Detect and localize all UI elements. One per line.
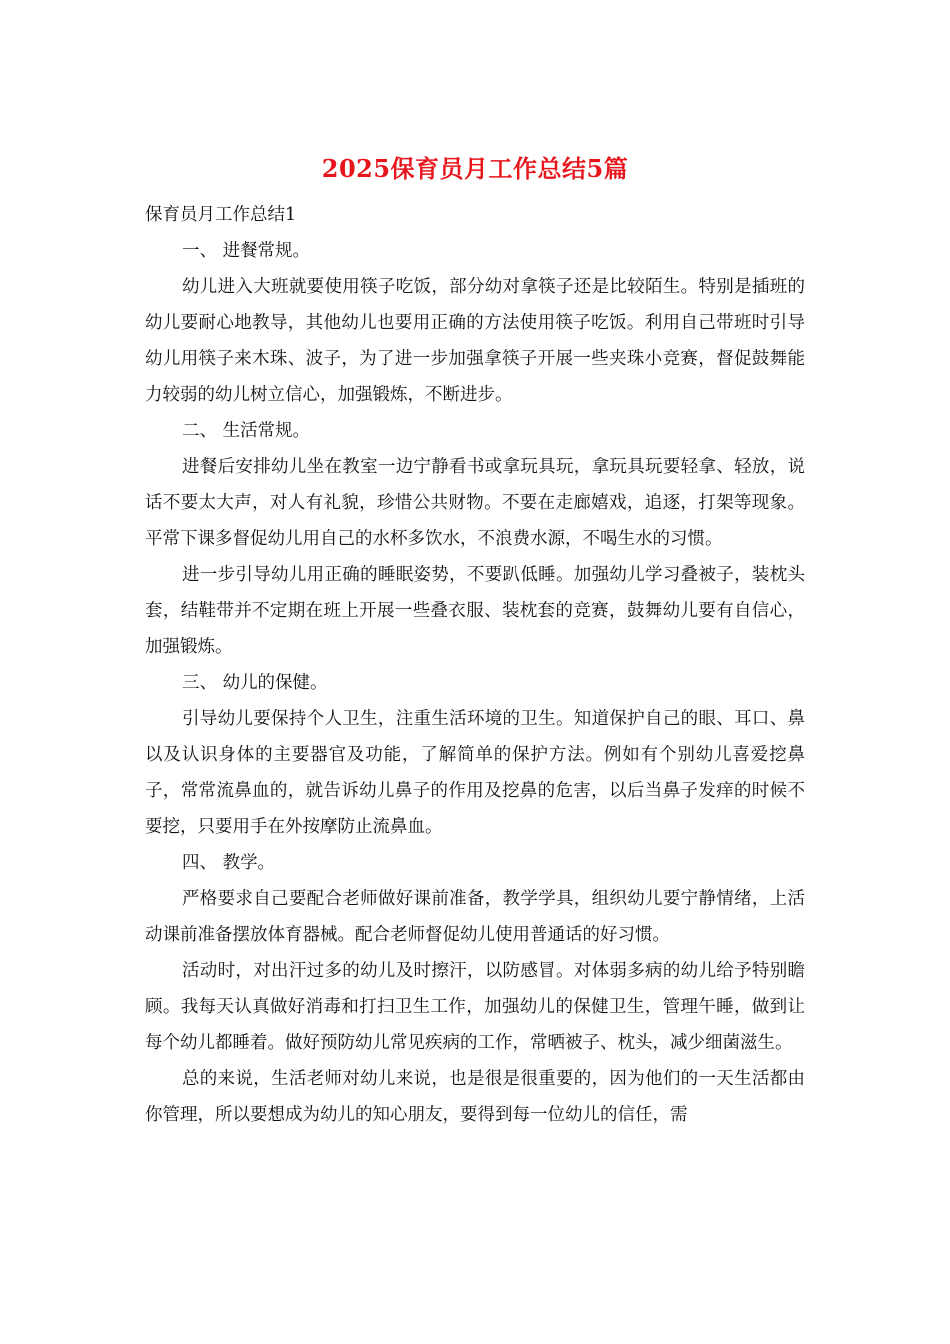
document-body	[145, 197, 805, 1133]
heading-3: 三、 幼儿的保健。	[182, 673, 328, 693]
paragraph: 幼儿进入大班就要使用筷子吃饭，部分幼对拿筷子还是比较陌生。特别是插班的幼儿要耐心地教导，其他幼儿也要用正确的方法使用筷子吃饭。利用自己带班时引导幼儿用筷子来木珠、波子，为了进一步加强拿筷子开展一些夹珠小竞赛，督促鼓舞能力较弱的幼儿树立信心，加强锻炼，不断进步。	[145, 277, 805, 405]
paragraph: 进一步引导幼儿用正确的睡眠姿势，不要趴低睡。加强幼儿学习叠被子，装枕头套，结鞋带并不定期在班上开展一些叠衣服、装枕套的竞赛，鼓舞幼儿要有自信心，加强锻炼。	[145, 565, 805, 657]
paragraph: 进餐后安排幼儿坐在教室一边宁静看书或拿玩具玩，拿玩具玩要轻拿、轻放，说话不要太大声，对人有礼貌，珍惜公共财物。不要在走廊嬉戏，追逐，打架等现象。平常下课多督促幼儿用自己的水杯多饮水，不浪费水源，不喝生水的习惯。	[145, 457, 805, 549]
heading-1: 一、 进餐常规。	[182, 241, 311, 261]
section-title: 保育员月工作总结1	[145, 205, 297, 225]
paragraph: 活动时，对出汗过多的幼儿及时擦汗，以防感冒。对体弱多病的幼儿给予特别瞻顾。我每天认真做好消毒和打扫卫生工作，加强幼儿的保健卫生，管理午睡，做到让每个幼儿都睡着。做好预防幼儿常见疾病的工作，常晒被子、枕头，减少细菌滋生。	[145, 961, 805, 1053]
paragraph: 总的来说，生活老师对幼儿来说，也是很是很重要的，因为他们的一天生活都由你管理，所以要想成为幼儿的知心朋友，要得到每一位幼儿的信任，需	[145, 1069, 805, 1125]
paragraph: 引导幼儿要保持个人卫生，注重生活环境的卫生。知道保护自己的眼、耳口、鼻以及认识身体的主要器官及功能，了解简单的保护方法。例如有个别幼儿喜爱挖鼻子，常常流鼻血的，就告诉幼儿鼻子的作用及挖鼻的危害，以后当鼻子发痒的时候不要挖，只要用手在外按摩防止流鼻血。	[145, 709, 805, 837]
heading-4: 四、 教学。	[182, 853, 276, 873]
heading-2: 二、 生活常规。	[182, 421, 311, 441]
paragraph: 严格要求自己要配合老师做好课前准备，教学学具，组织幼儿要宁静情绪，上活动课前准备摆放体育器械。配合老师督促幼儿使用普通话的好习惯。	[145, 889, 805, 945]
document-title: 2025保育员月工作总结5篇	[321, 154, 629, 183]
